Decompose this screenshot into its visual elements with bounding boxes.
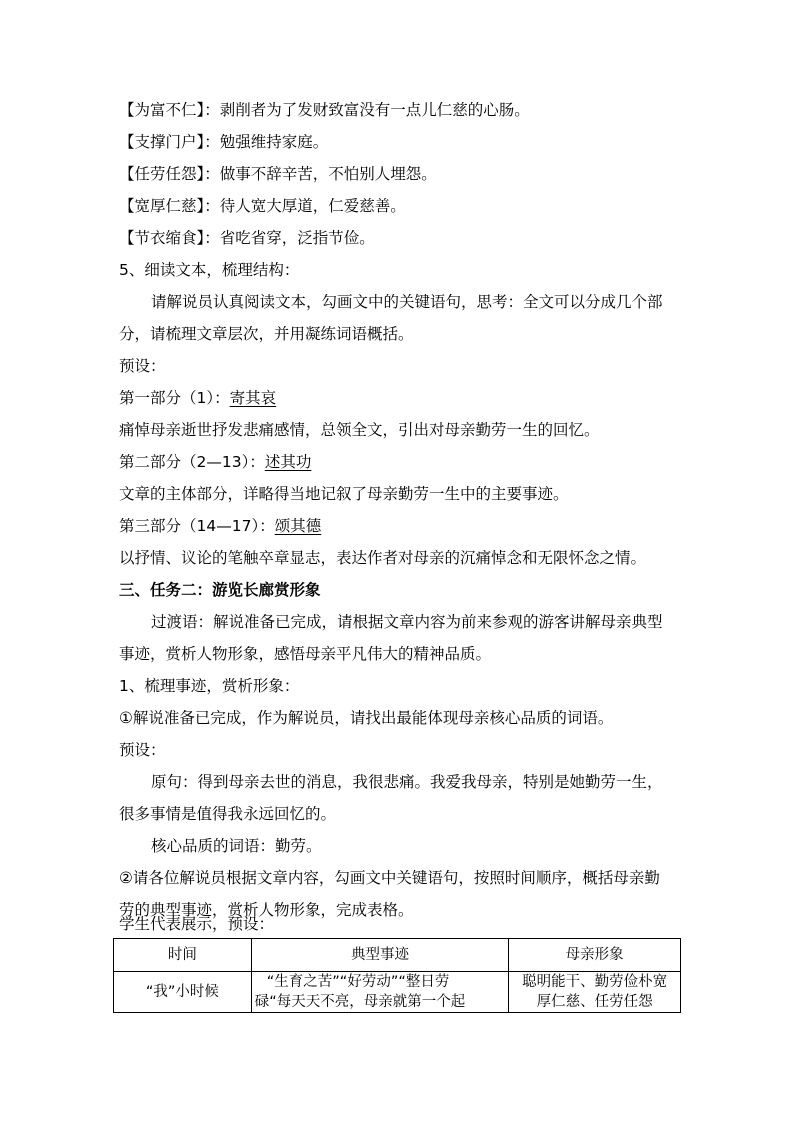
- idiom-definition: ：省吃省穿，泛指节俭。: [204, 229, 375, 247]
- original-sentence-line: 原句：得到母亲去世的消息，我很悲痛。我爱我母亲，特别是她勤劳一生，: [151, 773, 663, 791]
- part-label: 第二部分（2—13）：: [119, 453, 265, 471]
- table-header-row: [114, 939, 681, 972]
- paragraph-line: 请解说员认真阅读文本，勾画文中的关键语句，思考：全文可以分成几个部: [151, 293, 663, 311]
- subsection-heading: 1、梳理事迹，赏析形象：: [119, 677, 300, 695]
- core-quality-line: 核心品质的词语：勤劳。: [151, 837, 322, 855]
- event-line: “生育之苦”“好劳动”“整日劳: [266, 974, 450, 990]
- idiom-entry: [119, 228, 375, 248]
- events-table: [113, 938, 681, 1013]
- preset-label: 预设：: [119, 357, 166, 375]
- part-heading: [119, 516, 321, 536]
- preset-label: 预设：: [119, 741, 166, 759]
- part-label: 第三部分（14—17）：: [119, 517, 275, 535]
- part-heading: [119, 452, 311, 472]
- question-line: ②请各位解说员根据文章内容，勾画文中关键语句，按照时间顺序，概括母亲勤: [119, 869, 660, 887]
- question-line: 劳的典型事迹，赏析人物形象，完成表格。: [119, 901, 414, 919]
- idiom-term: 【节衣缩食】: [119, 229, 205, 247]
- idiom-term: 【宽厚仁慈】: [119, 197, 205, 215]
- idiom-entry: [119, 164, 437, 184]
- image-line: 厚仁慈、任劳任怨: [536, 994, 653, 1010]
- image-line: 聪明能干、勤劳俭朴宽: [522, 974, 668, 990]
- event-line: 碌“每天天不亮，母亲就第一个起: [254, 994, 466, 1010]
- paragraph-line: 分，请梳理文章层次，并用凝练词语概括。: [119, 325, 414, 343]
- event-cell: [251, 972, 509, 1013]
- column-header: 母亲形象: [509, 939, 681, 972]
- idiom-term: 【为富不仁】: [119, 101, 205, 119]
- idiom-term: 【任劳任怨】: [119, 165, 205, 183]
- idiom-definition: ：勉强维持家庭。: [204, 133, 329, 151]
- idiom-entry: [119, 100, 530, 120]
- column-header: 时间: [114, 939, 252, 972]
- part-description: 以抒情、议论的笔触卒章显志，表达作者对母亲的沉痛悼念和无限怀念之情。: [119, 549, 647, 567]
- idiom-entry: [119, 196, 406, 216]
- idiom-definition: ：做事不辞辛苦，不怕别人埋怨。: [204, 165, 437, 183]
- part-description: 痛悼母亲逝世抒发悲痛感情，总领全文，引出对母亲勤劳一生的回忆。: [119, 421, 600, 439]
- task-heading: 三、任务二：游览长廊赏形象: [119, 581, 321, 599]
- idiom-definition: ：剥削者为了发财致富没有一点儿仁慈的心肠。: [204, 101, 530, 119]
- part-label: 第一部分（1）：: [119, 389, 230, 407]
- transition-line: 过渡语：解说准备已完成，请根据文章内容为前来参观的游客讲解母亲典型: [151, 613, 663, 631]
- part-title: 寄其哀: [229, 389, 277, 407]
- part-description: 文章的主体部分，详略得当地记叙了母亲勤劳一生中的主要事迹。: [119, 485, 569, 503]
- idiom-entry: [119, 132, 328, 152]
- image-cell: [509, 972, 681, 1013]
- column-header: 典型事迹: [251, 939, 509, 972]
- transition-line: 事迹，赏析人物形象，感悟母亲平凡伟大的精神品质。: [119, 645, 492, 663]
- part-title: 述其功: [264, 453, 312, 471]
- part-heading: [119, 388, 276, 408]
- table-row: [114, 972, 681, 1013]
- section-heading: 5、细读文本，梳理结构：: [119, 261, 300, 279]
- original-sentence-line: 很多事情是值得我永远回忆的。: [119, 805, 337, 823]
- part-title: 颂其德: [274, 517, 322, 535]
- student-showcase-line: 学生代表展示，预设：: [119, 915, 275, 933]
- idiom-term: 【支撑门户】: [119, 133, 205, 151]
- idiom-definition: ：待人宽大厚道，仁爱慈善。: [204, 197, 406, 215]
- time-cell: “我”小时候: [114, 972, 252, 1013]
- question-line: ①解说准备已完成，作为解说员，请找出最能体现母亲核心品质的词语。: [119, 709, 614, 727]
